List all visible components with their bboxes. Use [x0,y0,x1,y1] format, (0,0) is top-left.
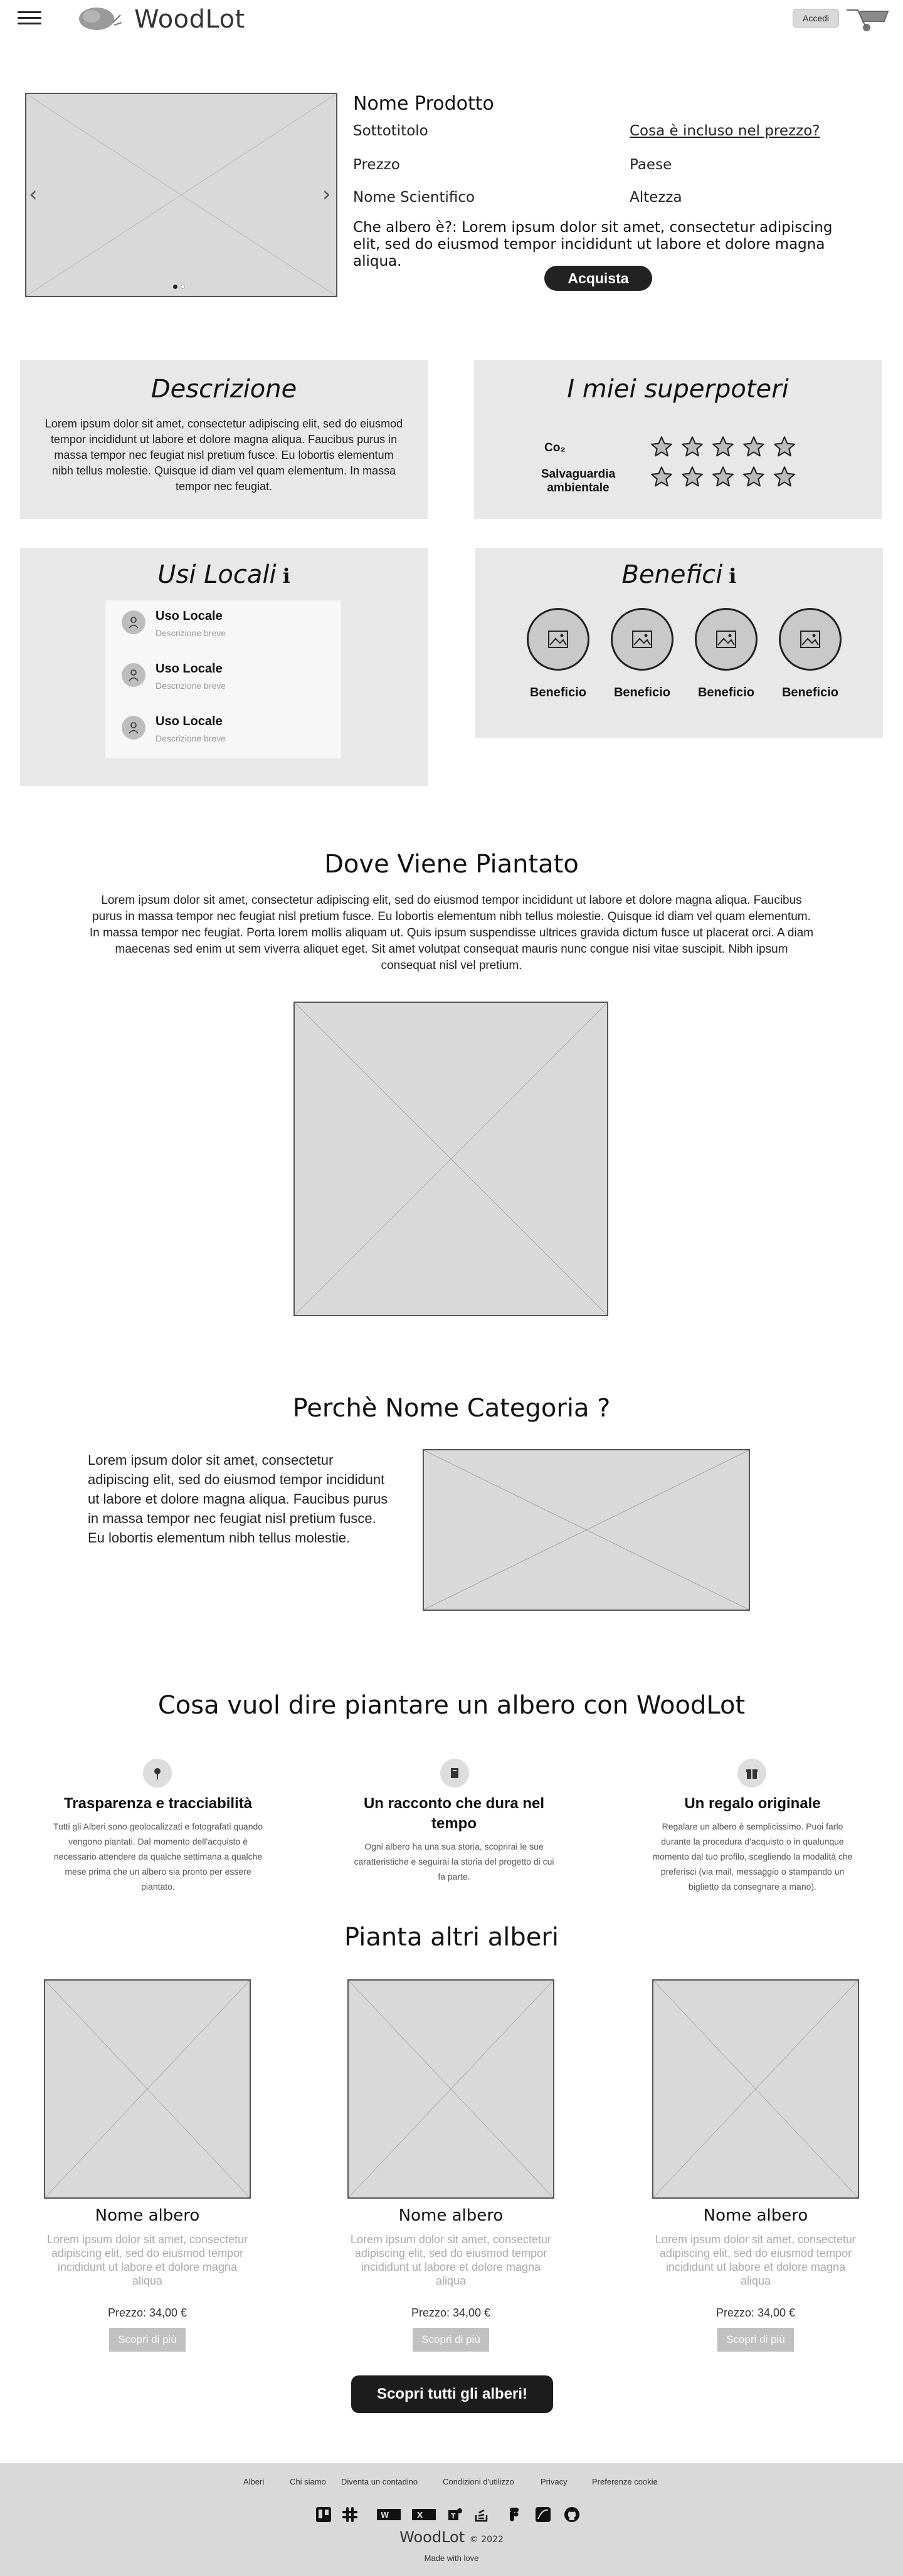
local-use-subtitle: Descrizione breve [156,681,226,691]
feature-title: Un regalo originale [684,1795,821,1812]
footer-link-trees[interactable]: Alberi [243,2477,265,2486]
footer-link-terms[interactable]: Condizioni d'utilizzo [443,2477,514,2486]
local-use-item[interactable] [122,608,322,646]
price-info-link[interactable]: Cosa è incluso nel prezzo? [630,123,820,139]
star-icon[interactable] [773,435,796,459]
footer-link-privacy[interactable]: Privacy [541,2477,568,2486]
star-icon[interactable] [773,465,796,489]
category-text: Lorem ipsum dolor sit amet, consectetur adipiscing elit, sed do eiusmod tempor incididunt ut labore et dolore magna aliqua. Faucibus purus in massa tempor nec feugiat nisl pretium fusce. Eu lobortis elementum nibh tellus molestie. [88,1452,388,1546]
tree-price: Prezzo: 34,00 € [411,2306,491,2319]
teams-icon[interactable] [446,2506,464,2523]
carousel-dot-active[interactable] [173,285,177,289]
superpowers-title: I miei superpoteri [567,375,789,404]
feature-title: Trasparenza e tracciabilità [63,1795,253,1812]
local-use-item[interactable] [122,661,322,698]
svg-text:W: W [381,2511,389,2520]
product-subtitle: Sottotitolo [353,123,428,139]
benefits-heading [475,560,883,589]
tree-price: Prezzo: 34,00 € [716,2306,796,2319]
environment-label: Salvaguardia ambientale [541,468,616,495]
star-icon[interactable] [650,465,673,489]
star-icon[interactable] [711,465,735,489]
co2-label: Co₂ [544,441,566,454]
github-icon[interactable] [563,2506,581,2523]
gift-icon [737,1759,766,1788]
environment-stars [650,465,796,489]
meaning-title: Cosa vuol dire piantare un albero con WoodLot [157,1691,746,1720]
local-use-title: Uso Locale [156,609,223,623]
planted-title: Dove Viene Piantato [324,850,579,879]
svg-text:T: T [451,2512,456,2520]
logo-text[interactable]: WoodLot [134,5,245,34]
discover-tree-button[interactable]: Scopri di più [109,2328,186,2352]
superpowers-card [474,360,882,519]
login-button[interactable]: Accedi [793,9,839,28]
star-icon[interactable] [711,435,735,459]
benefit-label: Beneficio [613,686,671,699]
info-icon[interactable]: ℹ [282,564,290,588]
star-icon[interactable] [742,435,766,459]
product-height: Altezza [630,189,682,206]
local-uses-heading [20,560,428,589]
tree-image-placeholder[interactable] [347,1979,554,2199]
star-icon[interactable] [742,465,766,489]
benefit-image-icon[interactable] [779,608,842,671]
footer-logo [0,2528,903,2546]
star-icon[interactable] [680,435,704,459]
footer-link-cookies[interactable]: Preferenze cookie [592,2477,658,2486]
description-text: Lorem ipsum dolor sit amet, consectetur adipiscing elit, sed do eiusmod tempor incididunt ut labore et dolore magna aliqua. Faucibus purus in massa tempor nec feugiat nisl pretium fusce. Eu lobortis elementum nibh tellus molestie. Quisque id diam vel quam elementum. In massa tempor nec feugiat. [45,417,403,493]
more-trees-title: Pianta altri alberi [344,1923,559,1952]
discover-tree-button[interactable]: Scopri di più [413,2328,489,2352]
feature-text: Tutti gli Alberi sono geolocalizzati e fotografati quando vengono piantati. Dal momento dell'acquisto è necessario attendere da qualche settimana a qualche mese prima che un albero sia pronto per essere piantato. [53,1821,263,1892]
discover-tree-button[interactable]: Scopri di più [717,2328,794,2352]
tree-name: Nome albero [95,2206,200,2225]
feature-title: Un racconto che dura nel tempo [363,1795,545,1832]
description-title: Descrizione [150,375,297,404]
buy-button[interactable]: Acquista [544,266,652,291]
tree-price: Prezzo: 34,00 € [107,2306,187,2319]
star-icon[interactable] [650,435,673,459]
local-use-title: Uso Locale [156,662,223,676]
discover-all-trees-button[interactable]: Scopri tutti gli alberi! [351,2375,553,2413]
benefit-image-icon[interactable] [611,608,673,671]
map-image-placeholder [293,1002,608,1316]
local-uses-title: Usi Locali [157,560,277,589]
footer-link-farmer[interactable]: Diventa un contadino [341,2477,418,2486]
trello-icon[interactable] [315,2506,332,2523]
tree-image-placeholder[interactable] [652,1979,859,2199]
book-icon [440,1759,469,1788]
carousel-next-icon[interactable]: › [322,182,331,207]
star-icon[interactable] [680,465,704,489]
figma-icon[interactable] [505,2506,523,2523]
benefit-image-icon[interactable] [695,608,758,671]
asana-icon[interactable] [534,2506,552,2523]
local-uses-list [105,600,341,758]
person-icon [122,663,145,687]
footer-copyright: © 2022 [469,2535,504,2545]
slack-icon[interactable] [341,2506,359,2523]
category-image-placeholder [423,1449,750,1611]
person-icon [122,716,145,740]
planted-text: Lorem ipsum dolor sit amet, consectetur adipiscing elit, sed do eiusmod tempor incididunt ut labore et dolore magna aliqua. Faucibus purus in massa tempor nec feugiat nisl pretium fusce. Eu lobortis elementum nibh tellus molestie. Quisque id diam vel quam elementum. In massa tempor nec feugiat. Porta lorem mollis aliquam ut. Quis ipsum suspendisse ultrices gravida dictum fusce ut placerat orci. A diam maecenas sed enim ut sem viverra aliquet eget. Sit amet volutpat consequat mauris nunc congue nisi vitae suscipit. Nibh ipsum consequat nisl vel pretium. [89,894,814,972]
benefits-title: Benefici [621,560,723,589]
benefit-label: Beneficio [529,686,587,699]
product-name: Nome Prodotto [353,93,494,115]
wheelbarrow-cart-icon[interactable] [844,5,889,33]
local-uses-card [20,548,428,786]
product-scientific-name: Nome Scientifico [353,189,475,206]
tree-description: Lorem ipsum dolor sit amet, consectetur adipiscing elit, sed do eiusmod tempor incididunt ut labore et dolore magna aliqua [350,2233,552,2287]
excel-icon[interactable] [411,2506,436,2523]
benefits-card [475,548,883,738]
stackoverflow-icon[interactable] [473,2506,490,2523]
footer-link-about[interactable]: Chi siamo [290,2477,326,2486]
local-use-item[interactable] [122,713,322,751]
local-use-title: Uso Locale [156,715,223,728]
logo-icon[interactable] [73,4,123,33]
word-icon[interactable] [376,2506,401,2523]
co2-stars [650,435,796,459]
benefit-image-icon[interactable] [527,608,589,671]
carousel-prev-icon[interactable]: ‹ [29,182,38,207]
tree-name: Nome albero [398,2206,504,2225]
footer-logo-text: WoodLot [399,2528,465,2546]
product-description: Che albero è?: Lorem ipsum dolor sit amet, consectetur adipiscing elit, sed do eiusmod tempor incididunt ut labore et dolore magna aliqua. [353,219,833,270]
product-price: Prezzo [353,157,400,173]
tree-description: Lorem ipsum dolor sit amet, consectetur adipiscing elit, sed do eiusmod tempor incididunt ut labore et dolore magna aliqua [46,2233,248,2287]
tree-name: Nome albero [703,2206,808,2225]
footer [0,2463,903,2576]
location-pin-icon [143,1759,172,1788]
hamburger-menu-icon[interactable] [18,11,41,26]
svg-text:X: X [417,2511,423,2520]
local-use-subtitle: Descrizione breve [156,733,226,743]
person-icon [122,610,145,634]
product-image-carousel[interactable] [25,93,337,297]
product-country: Paese [630,157,672,173]
carousel-dot[interactable] [181,285,185,289]
category-title: Perchè Nome Categoria ? [292,1394,611,1423]
footer-made-with-love: Made with love [424,2553,479,2563]
feature-text: Regalare un albero è semplicissimo. Puoi farlo durante la procedura d'acquisto o in qualunque momento dal tuo profilo, scegliendo la modalità che preferisci (via mail, messaggio o stampando un biglietto da consegnare a mano). [652,1821,853,1892]
info-icon[interactable]: ℹ [729,564,737,588]
tree-image-placeholder[interactable] [44,1979,251,2199]
local-use-subtitle: Descrizione breve [156,628,226,638]
tree-description: Lorem ipsum dolor sit amet, consectetur adipiscing elit, sed do eiusmod tempor incididunt ut labore et dolore magna aliqua [655,2233,857,2287]
benefit-label: Beneficio [781,686,839,699]
description-card [20,360,428,519]
feature-text: Ogni albero ha una sua storia, scoprirai le sue caratteristiche e seguirai la storia del progetto di cui fa parte. [354,1841,554,1882]
benefit-label: Beneficio [697,686,755,699]
